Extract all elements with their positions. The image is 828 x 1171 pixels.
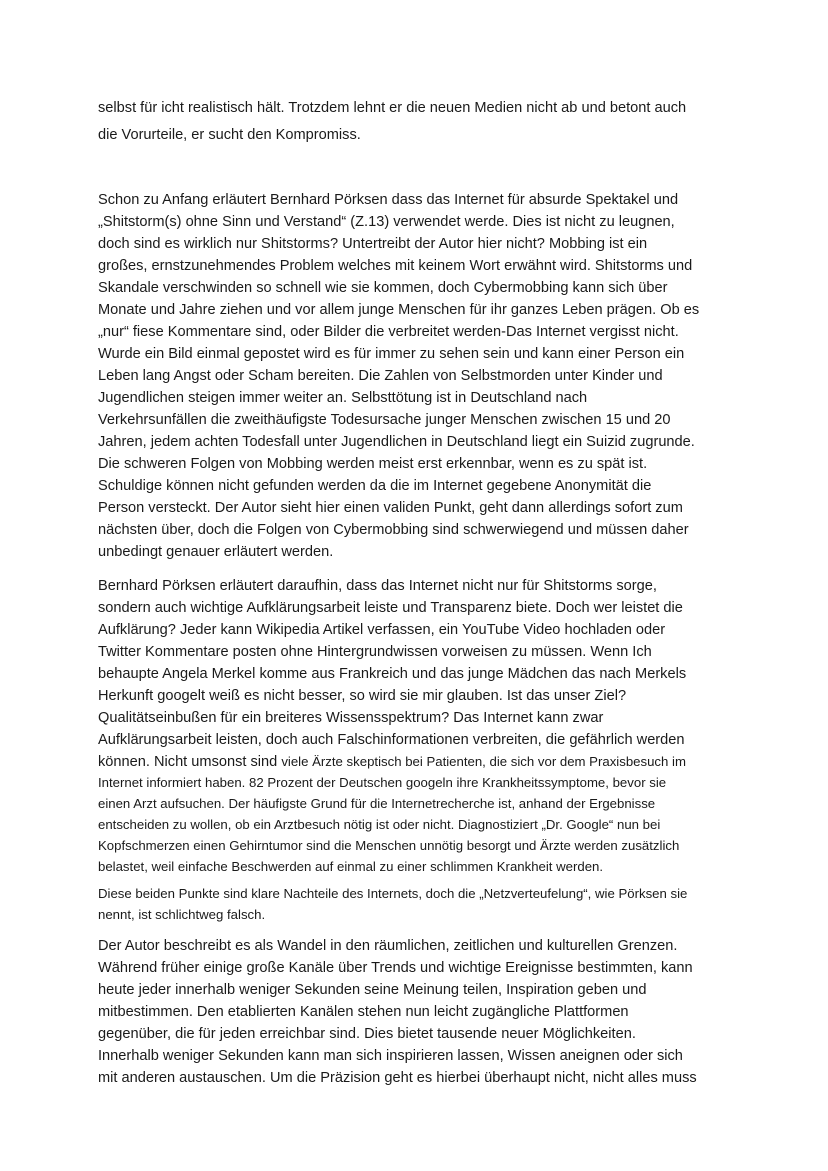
text-line: Skandale verschwinden so schnell wie sie kommen, doch Cybermobbing kann sich über <box>98 280 668 296</box>
text-line: „Shitstorm(s) ohne Sinn und Verstand“ (Z.13) verwendet werde. Dies ist nicht zu leugnen, <box>98 214 675 230</box>
text-line: doch sind es wirklich nur Shitstorms? Untertreibt der Autor hier nicht? Mobbing ist ein <box>98 236 648 252</box>
text-line: Twitter Kommentare posten ohne Hintergrundwissen vorweisen zu müssen. Wenn Ich <box>98 644 652 660</box>
text-line: Schuldige können nicht gefunden werden da die im Internet gegebene Anonymität die <box>98 478 652 494</box>
text-line: Schon zu Anfang erläutert Bernhard Pörksen dass das Internet für absurde Spektakel und <box>98 192 679 208</box>
text-line: Aufklärung? Jeder kann Wikipedia Artikel verfassen, ein YouTube Video hochladen oder <box>98 622 666 638</box>
text-line: Diese beiden Punkte sind klare Nachteile des Internets, doch die „Netzverteufelung“, wie Pörksen sie <box>98 886 688 901</box>
text-line: Aufklärungsarbeit leisten, doch auch Falschinformationen verbreiten, die gefährlich werden <box>98 732 685 748</box>
text-line: gegenüber, die für jeden erreichbar sind. Dies bietet tausende neuer Möglichkeiten. <box>98 1026 636 1042</box>
text-line: Herkunft googelt weiß es nicht besser, so wird sie mir glauben. Ist das unser Ziel? <box>98 688 627 704</box>
text-line: heute jeder innerhalb weniger Sekunden seine Meinung teilen, Inspiration geben und <box>98 982 647 998</box>
text-line: behaupte Angela Merkel komme aus Frankreich und das junge Mädchen das nach Merkels <box>98 666 687 682</box>
text-line: Monate und Jahre ziehen und vor allem junge Menschen für ihr ganzes Leben prägen. Ob es <box>98 302 700 318</box>
text-line: selbst für icht realistisch hält. Trotzdem lehnt er die neuen Medien nicht ab und betont auch <box>98 100 687 116</box>
text-line: „nur“ fiese Kommentare sind, oder Bilder die verbreitet werden-Das Internet vergisst nicht. <box>98 324 679 340</box>
text-line: Jahren, jedem achten Todesfall unter Jugendlichen in Deutschland liegt ein Suizid zugrunde. <box>98 434 695 450</box>
text-line: einen Arzt aufsuchen. Der häufigste Grund für die Internetrecherche ist, anhand der Ergebnisse <box>98 796 656 811</box>
text-line: großes, ernstzunehmendes Problem welches mit keinem Wort erwähnt wird. Shitstorms und <box>98 258 693 274</box>
text-line: Die schweren Folgen von Mobbing werden meist erst erkennbar, wenn es zu spät ist. <box>98 456 648 472</box>
text-line: Qualitätseinbußen für ein breiteres Wissensspektrum? Das Internet kann zwar <box>98 710 604 726</box>
text-line: Kopfschmerzen einen Gehirntumor sind die Menschen unnötig besorgt und Ärzte werden zusätzlich <box>98 838 680 853</box>
text-line: Der Autor beschreibt es als Wandel in den räumlichen, zeitlichen und kulturellen Grenzen. <box>98 938 678 954</box>
text-line: Leben lang Angst oder Scham bereiten. Die Zahlen von Selbstmorden unter Kinder und <box>98 368 663 384</box>
text-line: Wurde ein Bild einmal gepostet wird es für immer zu sehen sein und kann einer Person ein <box>98 346 685 362</box>
text-span-large: können. Nicht umsonst sind <box>98 754 282 770</box>
text-line: Verkehrsunfällen die zweithäufigste Todesursache junger Menschen zwischen 15 und 20 <box>98 412 671 428</box>
text-line: Bernhard Pörksen erläutert daraufhin, dass das Internet nicht nur für Shitstorms sorge, <box>98 578 657 594</box>
text-line: nennt, ist schlichtweg falsch. <box>98 907 266 922</box>
text-line: mitbestimmen. Den etablierten Kanälen stehen nun leicht zugängliche Plattformen <box>98 1004 629 1020</box>
text-line: die Vorurteile, er sucht den Kompromiss. <box>98 127 361 143</box>
text-line: belastet, weil einfache Beschwerden auf einmal zu einer schlimmen Krankheit werden. <box>98 859 604 874</box>
text-line: Internet informiert haben. 82 Prozent der Deutschen googeln ihre Krankheitssymptome, bevor sie <box>98 775 667 790</box>
text-span-small: viele Ärzte skeptisch bei Patienten, die sich vor dem Praxisbesuch im <box>281 754 686 769</box>
text-line: Innerhalb weniger Sekunden kann man sich inspirieren lassen, Wissen aneignen oder sich <box>98 1048 683 1064</box>
text-line <box>98 752 686 772</box>
text-line: Person versteckt. Der Autor sieht hier einen validen Punkt, geht dann allerdings sofort zum <box>98 500 683 516</box>
text-line: Jugendlichen steigen immer weiter an. Selbsttötung ist in Deutschland nach <box>98 390 588 406</box>
text-line: Während früher einige große Kanäle über Trends und wichtige Ereignisse bestimmten, kann <box>98 960 693 976</box>
text-line: entscheiden zu wollen, ob ein Arztbesuch nötig ist oder nicht. Diagnostiziert „Dr. Google“ nun bei <box>98 817 661 832</box>
text-line: unbedingt genauer erläutert werden. <box>98 544 334 560</box>
text-line: mit anderen austauschen. Um die Präzision geht es hierbei überhaupt nicht, nicht alles muss <box>98 1070 697 1086</box>
text-line: sondern auch wichtige Aufklärungsarbeit leiste und Transparenz biete. Doch wer leistet die <box>98 600 683 616</box>
text-line: nächsten über, doch die Folgen von Cybermobbing sind schwerwiegend und müssen daher <box>98 522 689 538</box>
